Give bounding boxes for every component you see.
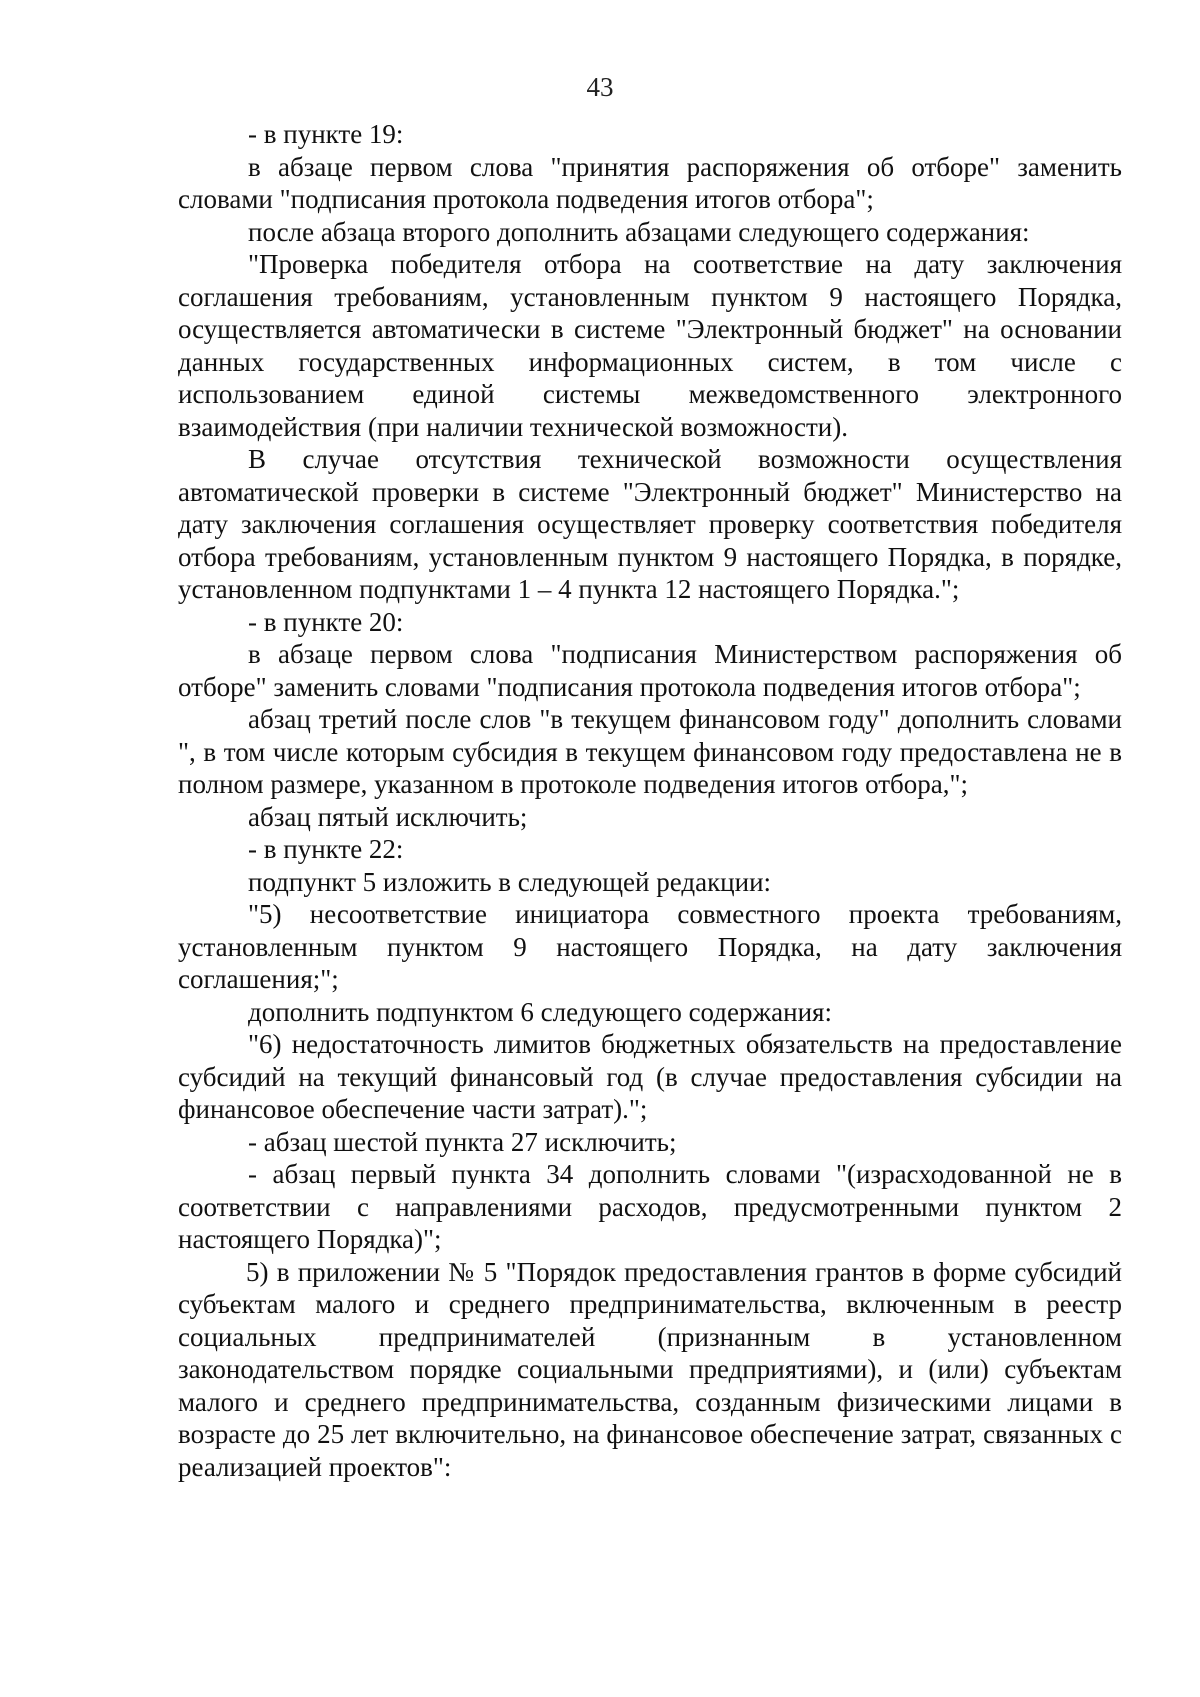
paragraph: В случае отсутствия технической возможности осуществления автоматической проверки в системе "Электронный бюджет" Министерство на дату заключения соглашения осуществляет проверку соответствия победителя отбора требованиям, установленным пунктом 9 настоящего Порядка, в порядке, установленном подпунктами 1 – 4 пункта 12 настоящего Порядка."; xyxy=(178,444,1122,604)
paragraph: дополнить подпунктом 6 следующего содержания: xyxy=(248,996,832,1027)
paragraph: "6) недостаточность лимитов бюджетных обязательств на предоставление субсидий на текущий финансовый год (в случае предоставления субсидии на финансовое обеспечение части затрат)."; xyxy=(178,1029,1122,1124)
paragraph: "Проверка победителя отбора на соответствие на дату заключения соглашения требованиям, установленным пунктом 9 настоящего Порядка, осуществляется автоматически в системе "Электронный бюджет" на основании данных государственных информационных систем, в том числе с использованием единой системы межведомственного электронного взаимодействия (при наличии технической возможности). xyxy=(178,249,1122,442)
paragraph: - в пункте 22: xyxy=(248,834,404,864)
paragraph: абзац третий после слов "в текущем финансовом году" дополнить словами ", в том числе которым субсидия в текущем финансовом году предоставлена не в полном размере, указанном в протоколе подведения итогов отбора,"; xyxy=(178,704,1122,799)
paragraph: абзац пятый исключить; xyxy=(248,801,528,832)
paragraph: 5) в приложении № 5 "Порядок предоставления грантов в форме субсидий субъектам малого и среднего предпринимательства, включенным в реестр социальных предпринимателей (признанным в установленном законодательством порядке социальными предприятиями), и (или) субъектам малого и среднего предпринимательства, созданным физическими лицами в возрасте до 25 лет включительно, на финансовое обеспечение затрат, связанных с реализацией проектов": xyxy=(178,1256,1122,1482)
paragraph: подпункт 5 изложить в следующей редакции: xyxy=(248,866,772,897)
paragraph: "5) несоответствие инициатора совместного проекта требованиям, установленным пунктом 9 настоящего Порядка, на дату заключения соглашения;"; xyxy=(178,899,1122,994)
paragraph: - абзац первый пункта 34 дополнить словами "(израсходованной не в соответствии с направлениями расходов, предусмотренными пунктом 2 настоящего Порядка)"; xyxy=(178,1159,1122,1254)
paragraph: в абзаце первом слова "принятия распоряжения об отборе" заменить словами "подписания протокола подведения итогов отбора"; xyxy=(178,151,1122,214)
paragraph: - в пункте 19: xyxy=(248,119,404,149)
document-body xyxy=(178,118,1122,1483)
paragraph: - в пункте 20: xyxy=(248,606,404,637)
paragraph: после абзаца второго дополнить абзацами следующего содержания: xyxy=(248,216,1030,247)
paragraph: в абзаце первом слова "подписания Министерством распоряжения об отборе" заменить словами "подписания протокола подведения итогов отбора"; xyxy=(178,639,1122,702)
paragraph: - абзац шестой пункта 27 исключить; xyxy=(248,1126,677,1157)
page-number: 43 xyxy=(586,72,614,102)
